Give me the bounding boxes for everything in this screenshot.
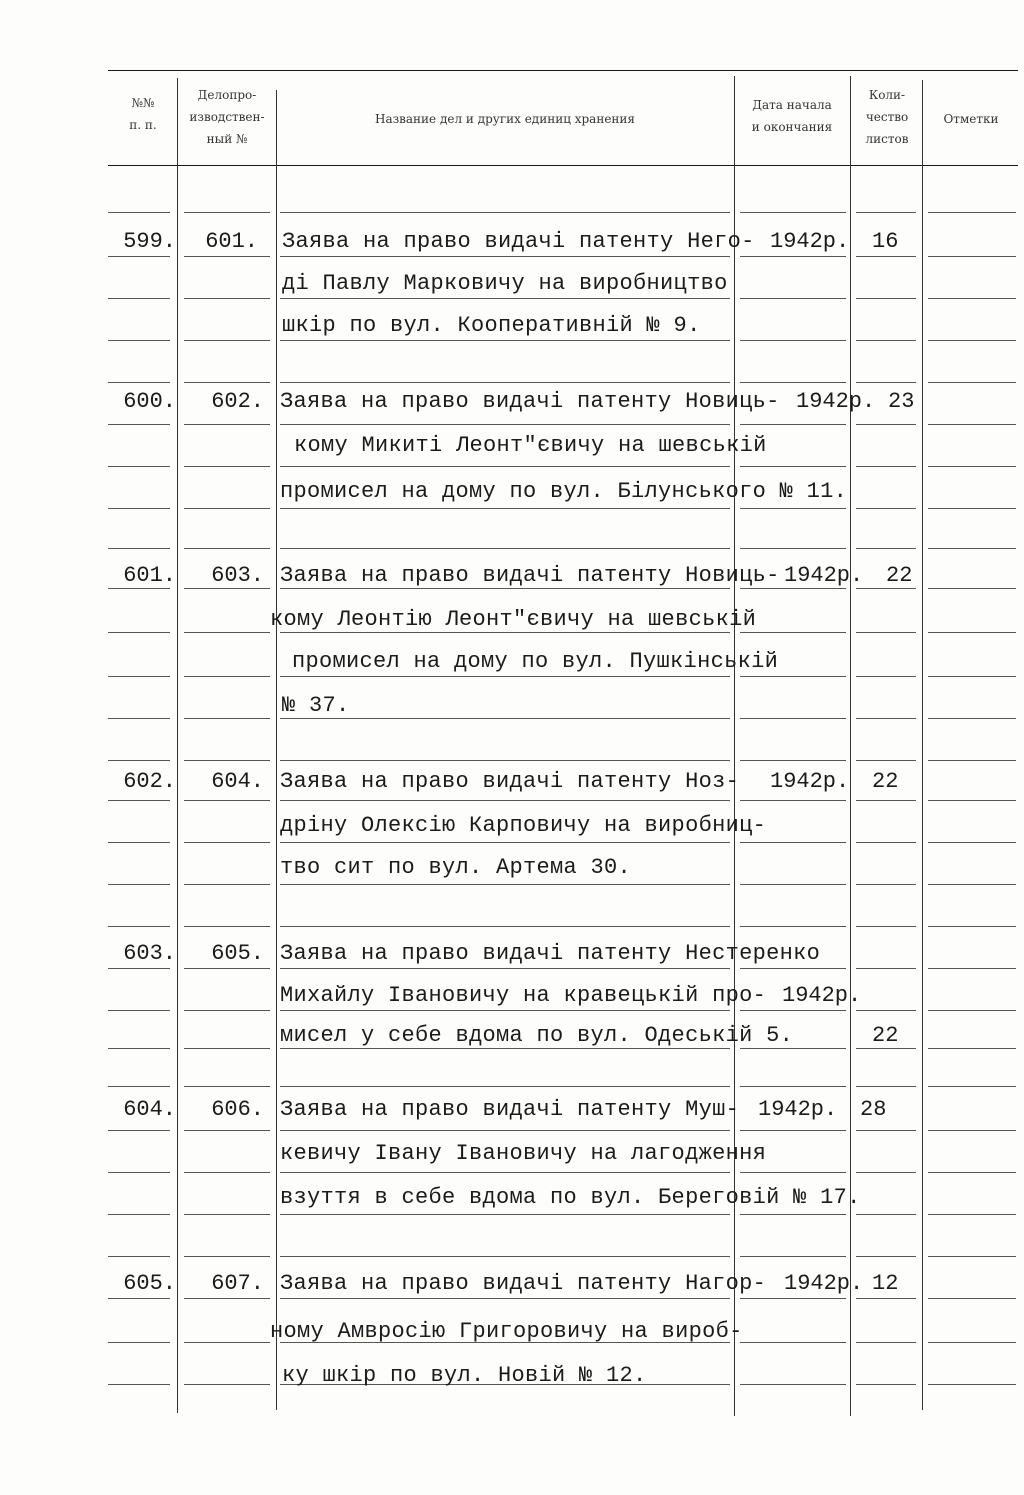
ruled-line (928, 588, 1016, 589)
ruled-line (856, 1010, 916, 1011)
ruled-line (108, 256, 170, 257)
ruled-line (928, 884, 1016, 885)
ruled-line (184, 548, 270, 549)
ruled-line (856, 256, 916, 257)
ruled-line (928, 676, 1016, 677)
ruled-line (856, 1086, 916, 1087)
ruled-line (108, 508, 170, 509)
entry-title-line: ді Павлу Марковичу на виробництво (282, 271, 728, 296)
entry-title-line: Заява на право видачі патенту Нестеренко (280, 941, 821, 966)
entry-title-line: промисел на дому по вул. Пушкінській (292, 649, 779, 674)
entry-sheets: 16 (872, 229, 899, 254)
ruled-line (740, 212, 846, 213)
ruled-line (740, 968, 846, 969)
ruled-line (184, 1214, 270, 1215)
case-number: 605. (211, 941, 264, 966)
ruled-line (928, 718, 1016, 719)
ruled-line (928, 842, 1016, 843)
ruled-line (740, 256, 846, 257)
ruled-line (280, 676, 730, 677)
ruled-line (928, 466, 1016, 467)
ruled-line (184, 760, 270, 761)
ruled-line (856, 340, 916, 341)
ruled-line (280, 1256, 730, 1257)
ruled-line (928, 926, 1016, 927)
ruled-line (928, 1298, 1016, 1299)
ruled-line (928, 1130, 1016, 1131)
ruled-line (740, 340, 846, 341)
entry-title-line: ку шкір по вул. Новій № 12. (282, 1363, 647, 1388)
ruled-line (856, 760, 916, 761)
header-top-rule (108, 70, 1018, 71)
ruled-line (280, 212, 730, 213)
ruled-line (740, 1342, 846, 1343)
ruled-line (740, 1256, 846, 1257)
entry-title-line: тво сит по вул. Артема 30. (280, 855, 632, 880)
column-divider (177, 78, 178, 1413)
header-col-case: Делопро- изводствен- ный № (189, 88, 265, 146)
row-number: 599. (123, 229, 176, 254)
entry-title-line: Заява на право видачі патенту Нагор- (280, 1271, 767, 1296)
ruled-line (184, 718, 270, 719)
ruled-line (856, 632, 916, 633)
ruled-line (856, 1384, 916, 1385)
entry-sheets: 22 (872, 1023, 899, 1048)
ruled-line (856, 718, 916, 719)
entry-title-line: Заява на право видачі патенту Ноз- (280, 769, 740, 794)
ruled-line (928, 1256, 1016, 1257)
entry-date: 1942р. (782, 983, 862, 1008)
ruled-line (740, 760, 846, 761)
ruled-line (740, 718, 846, 719)
ruled-line (280, 298, 730, 299)
ruled-line (740, 466, 846, 467)
ruled-line (108, 926, 170, 927)
case-number: 606. (211, 1097, 264, 1122)
ruled-line (740, 800, 846, 801)
row-number: 603. (123, 941, 176, 966)
ruled-line (280, 340, 730, 341)
header-bottom-rule (108, 165, 1018, 166)
ruled-line (108, 548, 170, 549)
ruled-line (740, 508, 846, 509)
ruled-line (108, 466, 170, 467)
ruled-line (108, 632, 170, 633)
ruled-line (108, 382, 170, 383)
row-number: 605. (123, 1271, 176, 1296)
ruled-line (280, 1086, 730, 1087)
ruled-line (928, 1086, 1016, 1087)
ruled-line (108, 340, 170, 341)
ruled-line (108, 842, 170, 843)
header-col-title: Название дел и других единиц хранения (374, 112, 635, 126)
column-divider (276, 90, 277, 1410)
ruled-line (280, 842, 730, 843)
entry-sheets: 28 (860, 1097, 887, 1122)
ruled-line (740, 424, 846, 425)
entry-sheets: 12 (872, 1271, 899, 1296)
entry-sheets: 22 (872, 769, 899, 794)
ruled-line (928, 1342, 1016, 1343)
ruled-line (108, 1342, 170, 1343)
ruled-line (928, 548, 1016, 549)
ruled-line (856, 466, 916, 467)
ruled-line (856, 1342, 916, 1343)
ruled-line (280, 382, 730, 383)
entry-title-line: Заява на право видачі патенту Новиць- (280, 563, 780, 588)
ruled-line (184, 1298, 270, 1299)
ruled-line (928, 1384, 1016, 1385)
ruled-line (184, 382, 270, 383)
ruled-line (928, 968, 1016, 969)
ruled-line (856, 424, 916, 425)
ruled-line (856, 676, 916, 677)
ruled-line (108, 298, 170, 299)
entry-title-line: ному Амвросію Григоровичу на вироб- (270, 1319, 743, 1344)
ruled-line (184, 632, 270, 633)
ruled-line (280, 548, 730, 549)
ruled-line (928, 1048, 1016, 1049)
ruled-line (280, 256, 730, 257)
ruled-line (184, 466, 270, 467)
entry-date: 1942р. (770, 769, 850, 794)
ruled-line (280, 1172, 730, 1173)
ruled-line (184, 340, 270, 341)
ruled-line (184, 968, 270, 969)
ruled-line (856, 212, 916, 213)
entry-title-line: кому Микиті Леонт"євичу на шевській (294, 433, 767, 458)
header-col-date: Дата начала и окончания (751, 98, 833, 134)
ruled-line (740, 1130, 846, 1131)
ruled-line (856, 884, 916, 885)
ruled-line (280, 926, 730, 927)
ruled-line (184, 1256, 270, 1257)
case-number: 602. (211, 389, 264, 414)
entry-title-line: дріну Олексію Карповичу на виробниц- (280, 813, 767, 838)
ruled-line (740, 382, 846, 383)
ruled-line (108, 718, 170, 719)
ruled-line (856, 298, 916, 299)
entry-date: 1942р. (796, 389, 876, 414)
ruled-line (108, 1048, 170, 1049)
ruled-line (856, 1172, 916, 1173)
ruled-line (928, 1214, 1016, 1215)
ruled-line (856, 1256, 916, 1257)
ruled-line (280, 1010, 730, 1011)
ruled-line (108, 1256, 170, 1257)
ruled-line (856, 1298, 916, 1299)
ruled-line (740, 298, 846, 299)
ruled-line (740, 1010, 846, 1011)
entry-title-line: кевичу Івану Івановичу на лагодження (280, 1141, 767, 1166)
entry-date: 1942р. (770, 229, 850, 254)
ruled-line (740, 676, 846, 677)
ruled-line (108, 1130, 170, 1131)
row-number: 601. (123, 563, 176, 588)
ruled-line (280, 884, 730, 885)
ruled-line (856, 508, 916, 509)
ruled-line (740, 1172, 846, 1173)
header-col-sheets: Коли- чество листов (865, 88, 909, 146)
entry-title-line: Заява на право видачі патенту Новиць- (280, 389, 780, 414)
ruled-line (184, 1130, 270, 1131)
ruled-line (856, 1130, 916, 1131)
ruled-line (108, 884, 170, 885)
ruled-line (108, 1298, 170, 1299)
ruled-line (184, 256, 270, 257)
entry-title-line: кому Леонтію Леонт"євичу на шевській (270, 607, 757, 632)
entry-sheets: 22 (886, 563, 913, 588)
entry-title-line: Михайлу Івановичу на кравецькій про- (280, 983, 767, 1008)
ruled-line (856, 926, 916, 927)
ruled-line (108, 676, 170, 677)
column-divider (734, 76, 735, 1416)
entry-date: 1942р. (758, 1097, 838, 1122)
ruled-line (856, 800, 916, 801)
ruled-line (108, 760, 170, 761)
ruled-line (280, 1298, 730, 1299)
ruled-line (108, 1214, 170, 1215)
ruled-line (184, 926, 270, 927)
ruled-line (184, 1384, 270, 1385)
ruled-line (856, 1214, 916, 1215)
ruled-line (280, 424, 730, 425)
row-number: 602. (123, 769, 176, 794)
ruled-line (184, 842, 270, 843)
ruled-line (856, 968, 916, 969)
ruled-line (108, 1010, 170, 1011)
ruled-line (280, 466, 730, 467)
case-number: 601. (205, 229, 258, 254)
ruled-line (280, 800, 730, 801)
ruled-line (108, 968, 170, 969)
ruled-line (928, 298, 1016, 299)
ruled-line (184, 1342, 270, 1343)
ruled-line (740, 1214, 846, 1215)
entry-date: 1942р. (784, 1271, 864, 1296)
ruled-line (928, 1010, 1016, 1011)
ruled-line (928, 340, 1016, 341)
ruled-line (108, 424, 170, 425)
ruled-line (184, 800, 270, 801)
column-divider (850, 76, 851, 1416)
ruled-line (928, 508, 1016, 509)
entry-title-line: Заява на право видачі патенту Муш- (280, 1097, 740, 1122)
ruled-line (928, 424, 1016, 425)
ruled-line (740, 1086, 846, 1087)
entry-title-line: промисел на дому по вул. Білунського № 11. (280, 479, 848, 504)
case-number: 603. (211, 563, 264, 588)
ruled-line (740, 884, 846, 885)
ruled-line (184, 508, 270, 509)
ruled-line (108, 1172, 170, 1173)
ruled-line (184, 1172, 270, 1173)
ruled-line (856, 842, 916, 843)
ruled-line (184, 1010, 270, 1011)
ruled-line (108, 800, 170, 801)
entry-title-line: № 37. (282, 693, 350, 718)
ruled-line (184, 1086, 270, 1087)
column-divider (922, 80, 923, 1410)
case-number: 604. (211, 769, 264, 794)
entry-title-line: взуття в себе вдома по вул. Береговій № 17. (280, 1185, 861, 1210)
ruled-line (280, 968, 730, 969)
ruled-line (280, 1130, 730, 1131)
ruled-line (740, 926, 846, 927)
row-number: 600. (123, 389, 176, 414)
entry-title-line: шкір по вул. Кооперативній № 9. (282, 313, 701, 338)
ruled-line (928, 760, 1016, 761)
ruled-line (928, 382, 1016, 383)
entry-date: 1942р. (784, 563, 864, 588)
ruled-line (928, 256, 1016, 257)
entry-title-line: мисел у себе вдома по вул. Одеській 5. (280, 1023, 794, 1048)
entry-sheets: 23 (888, 389, 915, 414)
ruled-line (108, 212, 170, 213)
ruled-line (184, 298, 270, 299)
ruled-line (184, 884, 270, 885)
ruled-line (108, 1384, 170, 1385)
ruled-line (740, 842, 846, 843)
ruled-line (928, 632, 1016, 633)
ruled-line (184, 1048, 270, 1049)
ruled-line (740, 548, 846, 549)
ruled-line (280, 1214, 730, 1215)
ruled-line (280, 760, 730, 761)
ruled-line (184, 424, 270, 425)
ruled-line (856, 548, 916, 549)
ruled-line (280, 508, 730, 509)
header-col-no: №№ п. п. (129, 96, 157, 132)
ruled-line (928, 800, 1016, 801)
ruled-line (108, 1086, 170, 1087)
ruled-line (184, 212, 270, 213)
case-number: 607. (211, 1271, 264, 1296)
ruled-line (740, 1298, 846, 1299)
ruled-line (928, 212, 1016, 213)
header-col-notes: Отметки (943, 112, 999, 126)
ruled-line (184, 676, 270, 677)
entry-title-line: Заява на право видачі патенту Него- (282, 229, 755, 254)
ruled-line (856, 382, 916, 383)
ruled-line (740, 1384, 846, 1385)
ruled-line (928, 1172, 1016, 1173)
row-number: 604. (123, 1097, 176, 1122)
